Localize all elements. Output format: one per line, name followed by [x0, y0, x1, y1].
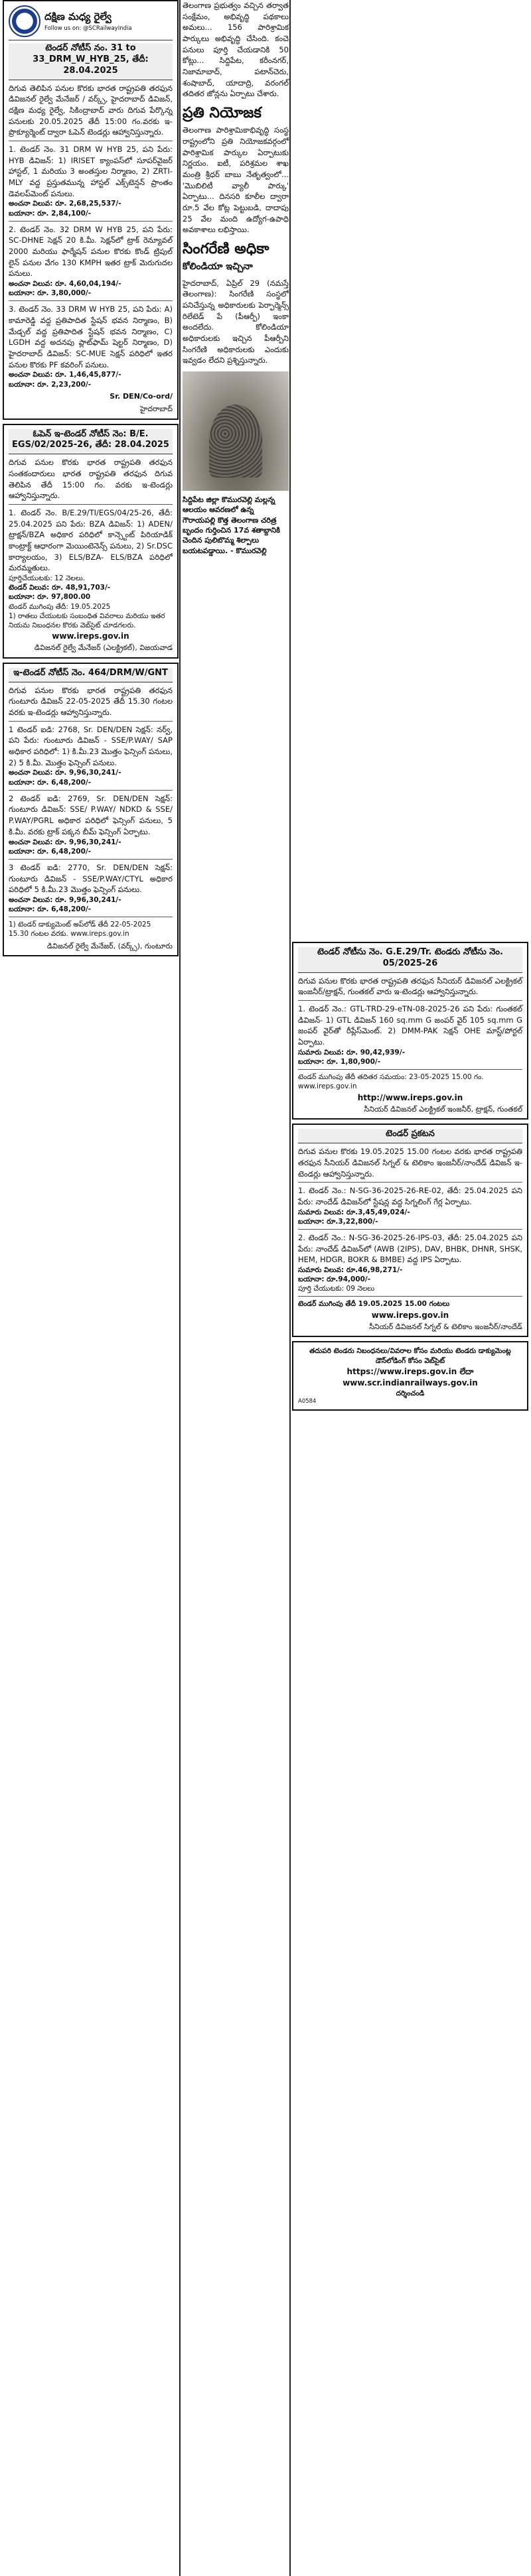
- signatory: డివిజనల్ రైల్వే మేనేజర్ (ఎలక్ట్రికల్), విజయవాడ: [34, 643, 173, 653]
- photo-caption: సిద్దిపేట జిల్లా కొమురవెల్లి మల్లన్న ఆలయం ఆవరణలో ఉన్న గౌరాయపల్లి కొత్త తెలంగాణ చరిత్ర బృందం గుర్తించిన 17వ శతాబ్దానికి చెందిన పులిబొమ్మ శిల్పాలు బయటపడ్డాయి. - కొమురవెల్లి: [183, 495, 280, 555]
- tender-item-text: 2. టెండర్ నెం.: N-SG-36-2025-26-IPS-03, తేదీ: 25.04.2025 పని పేరు: నాందేడ్ డివిజన్‌లో (AWB (2IPS), DAV, BHBK, DHNR, SHSK, HEM, HDGR, BOKR & BMBE) వద్ద IPS ఏర్పాటు.: [298, 1229, 522, 1265]
- tender-completion: పూర్తిచేయుటకు: 12 నెలలు.: [9, 574, 86, 582]
- tender-item-text: 2 టెండర్ ఐడి: 2769, Sr. DEN/DEN సెక్షన్: గుంటూరు డివిజన్: SSE/ P.WAY/ NDKD & SSE/ P.WAY/PGRL అధికార పరిధిలో ఫెన్సింగ్ పనులు, 5 కి.మీ. వరకు ట్రాక్ పక్కన బీమ్ ఫెన్సింగ్ ఏర్పాటు.: [9, 793, 173, 836]
- railway-logo-icon: [9, 5, 40, 37]
- left-column: [3, 0, 179, 960]
- tender-item: [9, 141, 173, 218]
- news-story: తెలంగాణ పారిశ్రామికాభివృద్ధి సంస్థ రాష్ట్రంలోని ప్రతి నియోజకవర్గంలో పారిశ్రామిక పార్కుల ఏర్పాటుకు నిర్ణయం. ఐటీ, పరిశ్రమల శాఖ మంత్రి శ్రీధర్ బాబు నేతృత్వంలో... 'మొబిలిటీ వ్యాలీ పార్కు' ఏర్పాటు... దినసరి కూలీల ద్వారా రూ.5 వేల కోట్ల పెట్టుబడి, దాదాపు 25 వేల మంది ఉద్యోగ-ఉపాధి అవకాశాలు లభిస్తాయి.: [183, 125, 289, 235]
- footer-box: [292, 1341, 528, 1410]
- signatory-place: హైదరాబాద్: [140, 404, 173, 413]
- signatory: సీనియర్ డివిజనల్ ఎలక్ట్రికల్ ఇంజనీర్, ట్రాక్షన్, గుంతకల్: [364, 1104, 522, 1114]
- tender-item-text: 1. టెండర్ నెం.: N-SG-36-2025-26-RE-02, తేదీ: 25.04.2025 పని పేరు: నాందేడ్ డివిజన్‌లో స్టేషన్ల వద్ద సిగ్నలింగ్ గేర్ల ఏర్పాటు.: [298, 1182, 522, 1207]
- middle-news-column: [183, 0, 289, 556]
- tender-box-hyderabad: [3, 0, 179, 420]
- website-link[interactable]: http://www.ireps.gov.in: [357, 1092, 463, 1102]
- tender-cost: అంచనా విలువ: రూ. 9,96,30,241/-: [9, 895, 121, 904]
- tender-emd: బయానా: రూ. 6,48,200/-: [9, 905, 92, 914]
- ad-code: A0584: [298, 1398, 317, 1405]
- tender-emd: బయానా: రూ.3,22,800/-: [298, 1217, 378, 1226]
- signatory: సీనియర్ డివిజనల్ సిగ్నల్ & టెలికాం ఇంజనీర్/నాందేడ్: [369, 1322, 522, 1331]
- news-photo: [183, 371, 289, 491]
- tender-emd: బయానా: రూ. 2,84,100/-: [9, 209, 92, 218]
- tender-intro: దిగువ పనుల కొరకు భారత రాష్ట్రపతి తరఫున సీనియర్ డివిజనల్ ఎలక్ట్రికల్ ఇంజనీర్/ట్రాక్షన్, గుంతకల్ వారు ఇ-టెండర్లు ఆహ్వానిస్తున్నారు.: [298, 976, 522, 997]
- tender-cost: సుమారు విలువ: రూ.46,98,271/-: [298, 1265, 403, 1274]
- tender-cost: సుమారు విలువ: రూ. 90,42,939/-: [298, 1048, 406, 1057]
- news-text: తెలంగాణ ప్రభుత్వం వచ్చిన తర్వాత సంక్షేమం, అభివృద్ధి పథకాలు అమలు... 156 పారిశ్రామిక పార్కులు అభివృద్ధి చేసింది. కంచె పనులు పూర్తి చేయడానికి 50 కోట్లు... సిద్దిపేట, కరీంనగర్, నిజామాబాద్, పటాన్‌చెరు, శంషాబాద్, యాదాద్రి, వరంగల్ తదితర జోన్లను ఏర్పాటు చేశారు.: [183, 1, 289, 99]
- tender-item: [9, 221, 173, 298]
- tender-cost: అంచనా విలువ: రూ. 9,96,30,241/-: [9, 838, 121, 846]
- tender-closing-date: టెండర్ ముగింపు తేదీ తదితర సమయం: 23-05-2025 15.00 గం. www.ireps.gov.in: [298, 1069, 522, 1091]
- tender-emd: బయానా: రూ.94,000/-: [298, 1275, 371, 1284]
- tender-box-guntur: [3, 663, 179, 957]
- tender-heading: టెండర్ నోటీసు నెం. G.E.29/Tr. టెండరు నోటీసు నెం. 05/2025-26: [298, 947, 522, 973]
- website-link[interactable]: www.ireps.gov.in: [371, 1310, 449, 1320]
- railway-name: దక్షిణ మధ్య రైల్వే: [44, 10, 112, 23]
- tender-box-nanded: [292, 1124, 528, 1337]
- footer-text: దర్శించండి: [396, 1389, 425, 1397]
- column-rule: [289, 0, 291, 2576]
- tender-emd: బయానా: రూ. 97,800.00: [9, 593, 91, 602]
- tender-intro: దిగువ పనుల కొరకు భారత రాష్ట్రపతి తరఫున సంతకందారులు భారత రాష్ట్రపతి తరఫున దిగువ తెలిపిన తేదీ 15:00 గం. వరకు ఇ-టెండర్లు ఆహ్వానిస్తున్నారు.: [9, 458, 173, 501]
- tender-closing-date: టెండర్ ముగింపు తేదీ 19.05.2025 15.00 గంటలు: [298, 1296, 522, 1309]
- photo-subject: [209, 405, 262, 478]
- signatory-role: Sr. DEN/Co-ord/: [110, 391, 173, 401]
- tender-footer-note: 1) టెండర్ డాక్యుమెంట్ అప్‌లోడ్ తేదీ 22-05-2025 15.30 గంటల వరకు. www.ireps.gov.in: [9, 917, 173, 938]
- tender-heading: ఓపెన్ ఇ-టెండర్ నోటీస్ నెం: B/E. EGS/02/2025-26, తేదీ: 28.04.2025: [9, 429, 173, 455]
- social-handle: Follow us on: @SCRailwayIndia: [44, 25, 132, 32]
- column-rule: [179, 0, 181, 2576]
- tender-item-text: 3. టెండర్ నెం. 33 DRM W HYB 25, పని పేరు: A) కామారెడ్డి వద్ద ప్రతిపాదిత స్టేషన్ భవన నిర్మాణం, B) మేడ్చల్ వద్ద ప్రతిపాదిత స్టేషన్ భవన నిర్మాణం, C) LGDH వద్ద అదనపు ప్లాట్‌ఫామ్ షెల్టర్ నిర్మాణం, D) హైదరాబాద్ డివిజన్: SC-MUE సెక్షన్ పరిధిలో ఇతర పనుల కొరకు PF కవరింగ్ పనులు.: [9, 304, 173, 369]
- signatory: డివిజనల్ రైల్వే మేనేజర్, (వర్క్స్), గుంటూరు: [46, 941, 173, 950]
- tender-cost: అంచనా విలువ: రూ. 2,68,25,537/-: [9, 200, 121, 208]
- tender-item: [9, 859, 173, 914]
- tender-cost: సుమారు విలువ: రూ.3,45,49,024/-: [298, 1208, 410, 1216]
- tender-item-text: 1. టెండర్ నెం.: GTL-TRD-29-eTN-08-2025-26 పని పేరు: గుంతకల్ డివిజన్- 1) GTL డివిజన్ 160 sq.mm G జంపర్ వైర్ 105 sq.mm G జంపర్ వైర్‌తో రీప్లేస్‌మెంట్. 2) DMM-PAK సెక్షన్ OHE మాస్ట్/పోర్టల్ ఏర్పాటు.: [298, 1000, 522, 1048]
- news-headline: సింగరేణి అధికా: [183, 241, 269, 258]
- website-link[interactable]: https://www.ireps.gov.in లేదా www.scr.indianrailways.gov.in: [342, 1366, 478, 1387]
- tender-heading: టెండర్ నోటీస్ నం. 31 to 33_DRM_W_HYB_25, తేదీ: 28.04.2025: [9, 43, 173, 80]
- tender-item-text: 1 టెండర్ ఐడి: 2768, Sr. DEN/DEN సెక్షన్: నర్వ్, పని పేరు: గుంటూరు డివిజన్ - SSE/P.WAY/ SAP అధికార పరిధిలో: 1) కి.మీ.23 మొత్తం ఫెన్సింగ్ పనులు, 2) 5 కి.మీ. మొత్తం ఫెన్సింగ్ పనులు.: [9, 724, 173, 767]
- tender-emd: బయానా: రూ. 3,80,000/-: [9, 289, 92, 298]
- news-story: హైదరాబాద్, ఏప్రిల్ 29 (నమస్తే తెలంగాణ): సింగరేణి సంస్థలో పనిచేస్తున్న అధికారులకు పెర్ఫార్మెన్స్ రిలేటెడ్ పే (పీఆర్పీ) ఇంకా అందలేదు. కోలిండియా అధికారులకు ఇచ్చిన పీఆర్పీని సింగరేణి అధికారులకు ఎందుకు ఇవ్వడం లేదని ప్రశ్నిస్తున్నారు.: [183, 278, 289, 365]
- news-subhead: కోలిండియా ఇచ్చినా: [183, 261, 253, 272]
- tender-box-vijayawada: [3, 424, 179, 659]
- tender-item-text: 3 టెండర్ ఐడి: 2770, Sr. DEN/DEN సెక్షన్: గుంటూరు డివిజన్ - SSE/P.WAY/CTYL అధికార పరిధిలో 5 కి.మీ.23 మొత్తం ఫెన్సింగ్ పనులు.: [9, 862, 173, 895]
- website-link[interactable]: www.ireps.gov.in: [52, 631, 129, 641]
- tender-item: [9, 721, 173, 787]
- railway-header: [9, 5, 173, 40]
- tender-heading: ఇ-టెండర్ నోటీస్ నెం. 464/DRM/W/GNT: [9, 668, 173, 682]
- tender-item: [9, 790, 173, 856]
- tender-item-text: 2. టెండర్ నెం. 32 DRM W HYB 25, పని పేరు: SC-DHNE సెక్షన్ 20 కి.మీ. సెక్షన్‌లో ట్రాక్ రెన్యూవల్ 2000 మరియు ఫార్మేషన్ పనుల కొరకు కొండ్ ట్రిపుల్ లైన్ పనుల వేగం 130 KMPH ఇతర ట్రాక్ మెరుగుదల పనులు.: [9, 224, 173, 279]
- tender-closing-date: టెండర్ ముగింపు తేదీ: 19.05.2025: [9, 602, 111, 611]
- tender-heading: టెండర్ ప్రకటన: [298, 1129, 522, 1143]
- tender-intro: దిగువ పనుల కొరకు భారత రాష్ట్రపతి తరఫున గుంటూరు డివిజన్ 22-05-2025 తేదీ 15.30 గంటల వరకు ఇ-టెండర్లు ఆహ్వానిస్తున్నారు.: [9, 685, 173, 718]
- tender-emd: బయానా: రూ. 6,48,200/-: [9, 847, 92, 856]
- tender-completion: పూర్తి చేయుటకు: 09 నెలలు: [298, 1285, 375, 1293]
- right-column: [292, 942, 528, 1415]
- tender-cost: అంచనా విలువ: రూ. 4,60,04,194/-: [9, 280, 121, 289]
- tender-cost: అంచనా విలువ: రూ. 9,96,30,241/-: [9, 769, 121, 777]
- tender-intro: దిగువ పనుల కొరకు 19.05.2025 15.00 గంటల వరకు భారత రాష్ట్రపతి తరఫున సీనియర్ డివిజనల్ సిగ్నల్ & టెలికాం ఇంజనీర్/నాందేడ్ డివిజన్ ఇ-టెండర్లు ఆహ్వానిస్తున్నారు.: [298, 1147, 522, 1179]
- news-headline: ప్రతి నియోజక: [183, 105, 262, 122]
- tender-cost: టెండర్ విలువ: రూ. 48,91,703/-: [9, 584, 111, 592]
- tender-emd: బయానా: రూ. 1,80,900/-: [298, 1057, 381, 1066]
- tender-item-text: 1. టెండర్ నెం. B/E.29/TI/EGS/04/25-26, తేదీ: 25.04.2025 పని పేరు: BZA డివిజన్: 1) ADEN/ట్రాక్షన్/BZA అధికార పరిధిలో కాన్స్టెంట్ పిరియాడిక్ కాంట్రాక్ట్ ఆధారంగా మెయింటెనెన్స్ పనులు, 2) Sr.DSC కార్యాలయం, 3) ELS/BZA- ELS/BZA పరిధిలో మరమ్మతులు.: [9, 504, 173, 574]
- tender-item: [9, 300, 173, 389]
- tender-emd: బయానా: రూ. 2,23,200/-: [9, 380, 92, 389]
- tender-item-text: 1. టెండర్ నెం. 31 DRM W HYB 25, పని పేరు: HYB డివిజన్: 1) IRISET క్యాంపస్‌లో సూపర్‌వైజర్ హాస్టల్, 1 మరియు 3 అంతస్తుల నిర్మాణం, 2) ZRTI- MLY వద్ద ప్రస్తుతమున్న హాస్టల్ ఎక్స్‌టెన్షన్ ప్రాంతం డెవలప్‌మెంట్ పనులు.: [9, 145, 173, 198]
- tender-intro: దిగువ తెలిపిన పనుల కొరకు భారత రాష్ట్రపతి తరఫున డివిజనల్ రైల్వే మేనేజర్ / వర్క్స్, హైదరాబాద్ డివిజన్, దక్షిణ మధ్య రైల్వే, సికింద్రాబాద్ వారు దిగువ పేర్కొన్న పనులకు 20.05.2025 తేదీ 15:00 గం.వరకు ఇ-ప్రొక్యూర్మెంట్ ద్వారా ఓపెన్ టెండర్లు ఆహ్వానిస్తున్నారు.: [9, 83, 173, 137]
- footer-text: తదుపరి టెండరు నిబంధనలు/వివరాల కోసం మరియు టెండరు డాక్యుమెంట్ల డౌన్‌లోడింగ్ కోసం వెబ్‌సైట్: [309, 1347, 511, 1365]
- tender-box-guntakal: [292, 942, 528, 1120]
- tender-cost: అంచనా విలువ: రూ. 1,46,45,877/-: [9, 371, 121, 379]
- tender-notes: 1) రాతలు చేయుటకు సంబంధిత వివరాలు మరియు ఇతర నియమ నిబంధనల కొరకు వెబ్‌సైట్ చూడగలరు.: [9, 612, 165, 629]
- tender-emd: బయానా: రూ. 6,48,200/-: [9, 778, 92, 787]
